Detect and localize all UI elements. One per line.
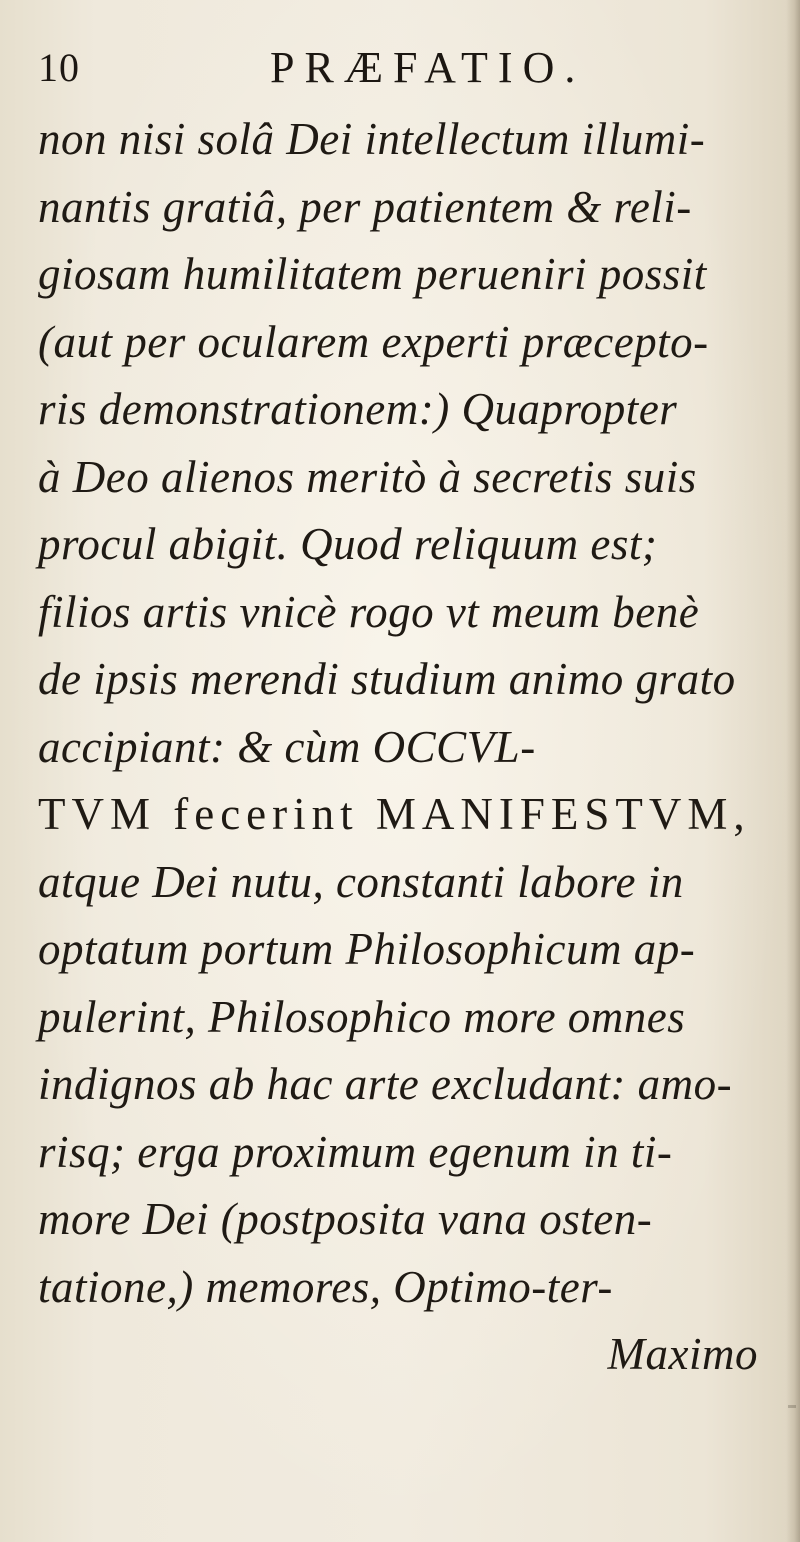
text-line: non nisi solâ Dei intellectum illumi- (38, 114, 706, 164)
text-line: procul abigit. Quod reliquum est; (38, 519, 658, 569)
text-line: more Dei (postposita vana osten- (38, 1194, 653, 1244)
running-head: PRÆFATIO. (270, 43, 586, 92)
text-line: ris demonstrationem:) Quapropter (38, 384, 678, 434)
text-line: TVM fecerint MANIFESTVM, (38, 789, 751, 839)
text-line: optatum portum Philosophicum ap- (38, 924, 696, 974)
text-line: à Deo alienos meritò à secretis suis (38, 451, 697, 502)
text-line: risq; erga proximum egenum in ti- (38, 1126, 673, 1177)
page-edge-shadow (786, 0, 800, 1542)
text-line: filios artis vnicè rogo vt meum benè (38, 586, 700, 637)
text-line: nantis gratiâ, per patientem & reli- (38, 181, 692, 232)
text-line: giosam humilitatem perueniri possit (38, 249, 707, 299)
paper-mark (788, 1405, 796, 1408)
text-line: accipiant: & cùm OCCVL- (38, 721, 536, 772)
text-line: de ipsis merendi studium animo grato (38, 654, 736, 704)
body-text (38, 106, 778, 1389)
text-line: pulerint, Philosophico more omnes (38, 991, 686, 1042)
text-line: atque Dei nutu, constanti labore in (38, 856, 684, 907)
page-header (38, 38, 768, 98)
page-number: 10 (38, 45, 80, 90)
text-line: indignos ab hac arte excludant: amo- (38, 1059, 733, 1109)
catchword: Maximo (607, 1329, 758, 1379)
text-line: (aut per ocularem experti præcepto- (38, 316, 709, 367)
text-line: tatione,) memores, Optimo-ter- (38, 1261, 613, 1312)
